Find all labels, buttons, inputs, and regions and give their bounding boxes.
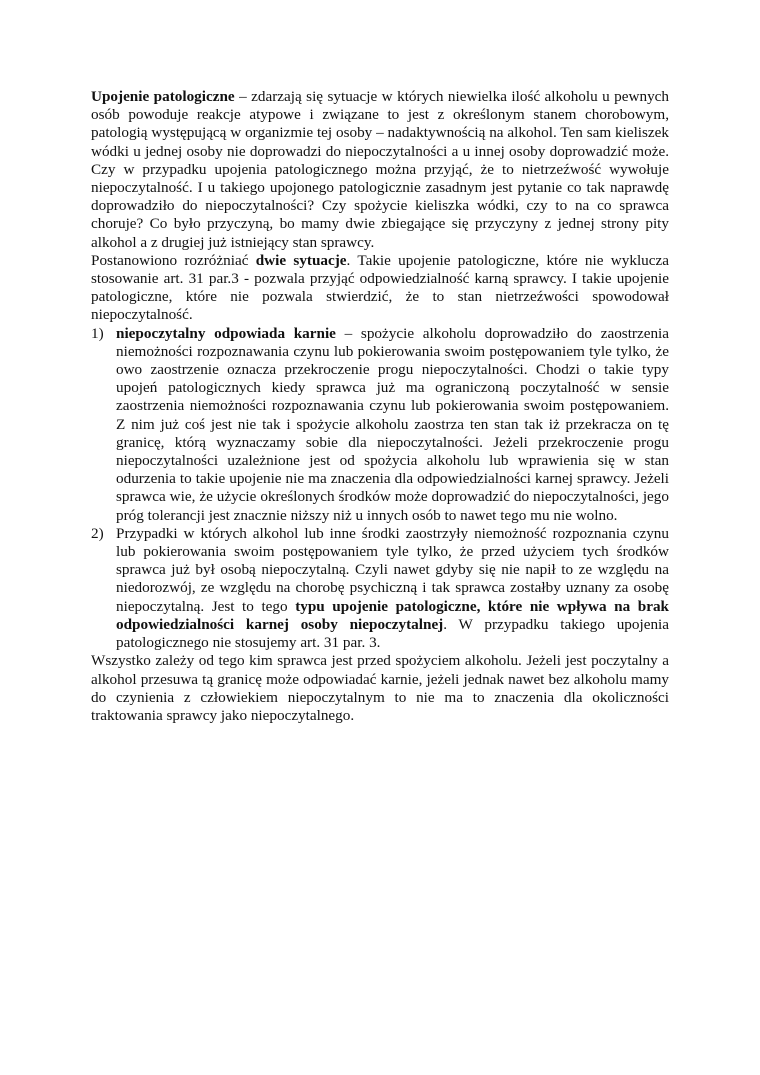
list-item (91, 325, 669, 525)
list-item-tail: . W przypadku takiego upojenia patologicznego nie stosujemy art. 31 par. 3. (116, 615, 669, 652)
list-number: 1) (91, 324, 104, 342)
list-item-emphasis: typu upojenie patologiczne, które nie wpływa na brak odpowiedzialności karnej osoby niepoczytalnej (116, 597, 670, 633)
list-item (91, 525, 669, 652)
situations-list (91, 325, 669, 653)
list-item-text: Przypadki w których alkohol lub inne środki zaostrzyły niemożność rozpoznania czynu lub pokierowania swoim postępowaniem tyle tylko, że przed użyciem tych środków sprawca już był osobą niepoczytalną. Czyli nawet gdyby się nie napił to ze względu na niedorozwój, ze względu na chorobę psychiczną i tak sprawca zostałby uznany za osobę niepoczytalną. Jest to tego (116, 524, 669, 615)
paragraph-lead: Postanowiono rozróżniać (91, 251, 256, 269)
list-number: 2) (91, 524, 104, 542)
list-item-text: – spożycie alkoholu doprowadziło do zaostrzenia niemożności rozpoznawania czynu lub pokierowania swoim postępowaniem tyle tylko, że owo zaostrzenie oznacza przekroczenie progu niepoczytalności. Chodzi o takie typy upojeń patologicznych kiedy sprawca już ma ograniczoną poczytalność w sensie zaostrzenia niemożności rozpoznawania czynu lub pokierowania swoim postępowaniem. Z nim już coś jest nie tak i spożycie alkoholu zaostrza ten stan tak iż przekracza on tę granicę, którą wyznaczamy sobie dla niepoczytalności. Jeżeli przekroczenie progu niepoczytalności uzależnione jest od spożycia alkoholu lub wprawienia się w stan odurzenia to takie upojenie nie ma znaczenia dla odpowiedzialności karnej sprawcy. Jeżeli sprawca wie, że użycie określonych środków może doprowadzić do niepoczytalności, jego próg tolerancji jest znacznie niższy niż u innych osób to nawet tego mu nie wolno. (116, 324, 670, 524)
list-item-heading: niepoczytalny odpowiada karnie (116, 324, 336, 342)
paragraph-pathological-intoxication (91, 88, 669, 252)
paragraph-text: . Takie upojenie patologiczne, które nie wyklucza stosowanie art. 31 par.3 - pozwala przyjąć odpowiedzialność karną sprawcy. I takie upojenie patologiczne, które nie pozwala stwierdzić, że to stan nietrzeźwości spowodował niepoczytalność. (91, 251, 669, 324)
paragraph-text: Wszystko zależy od tego kim sprawca jest przed spożyciem alkoholu. Jeżeli jest poczytalny a alkohol przesuwa tą granicę może odpowiadać karnie, jeżeli jednak nawet bez alkoholu mamy do czynienia z człowiekiem niepoczytalnym to nie ma to znaczenia dla okoliczności traktowania sprawcy jako niepoczytalnego. (91, 652, 669, 724)
paragraph-text: – zdarzają się sytuacje w których niewielka ilość alkoholu u pewnych osób powoduje reakcje atypowe i związane to jest z określonym stanem chorobowym, patologią występującą w organizmie tej osoby – nadaktywnością na alkohol. Ten sam kieliszek wódki u jednej osoby nie doprowadzi do niepoczytalności a u innej osoby doprowadzić może. Czy w przypadku upojenia patologicznego można przyjąć, że to nietrzeźwość wywołuje niepoczytalność. I u takiego upojonego patologicznie zasadnym jest pytanie co tak naprawdę doprowadziło do niepoczytalności? Czy spożycie kieliszka wódki, czy to na co sprawca choruje? Co było przyczyną, bo mamy dwie zbiegające się przyczyny z jednej strony pity alkohol a z drugiej już istniejący stan sprawcy. (91, 88, 670, 251)
term-heading: Upojenie patologiczne (91, 88, 235, 105)
paragraph-two-situations (91, 252, 669, 325)
document-body (91, 88, 669, 725)
paragraph-conclusion (91, 652, 669, 725)
emphasis-two-situations: dwie sytuacje (255, 251, 347, 269)
